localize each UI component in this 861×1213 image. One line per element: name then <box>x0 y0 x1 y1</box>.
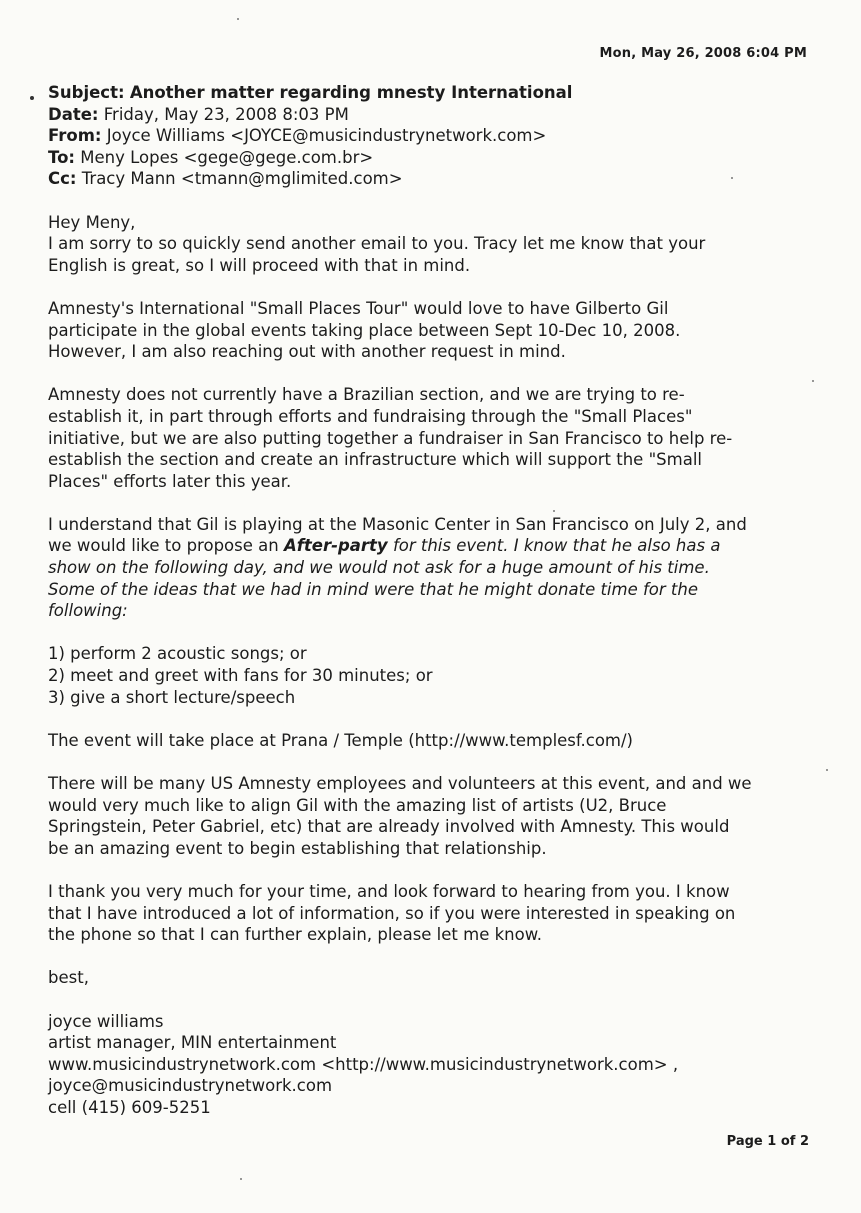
signature-name: joyce williams <box>48 1011 164 1031</box>
page-number: Page 1 of 2 <box>726 1134 809 1149</box>
signature-phone: cell (415) 609-5251 <box>48 1097 211 1117</box>
email-body <box>48 212 828 1119</box>
cc-value: Tracy Mann <tmann@mglimited.com> <box>81 169 403 189</box>
print-date: Mon, May 26, 2008 6:04 PM <box>599 46 807 61</box>
from-line <box>48 125 828 147</box>
subject-value: Another matter regarding mnesty International <box>129 83 573 102</box>
date-label: Date: <box>48 104 99 124</box>
paragraph-line: the phone so that I can further explain, please let me know. <box>48 925 542 945</box>
paragraph-line: Places" efforts later this year. <box>48 471 292 491</box>
paragraph-line: Springstein, Peter Gabriel, etc) that are already involved with Amnesty. This would <box>48 817 730 837</box>
cc-line <box>48 168 828 190</box>
text-span: we would like to propose an <box>48 536 284 556</box>
email-header <box>48 82 828 190</box>
paragraph-line: be an amazing event to begin establishing that relationship. <box>48 838 547 858</box>
paragraph-line: Amnesty's International "Small Places Tour" would love to have Gilberto Gil <box>48 298 669 318</box>
list-item: 3) give a short lecture/speech <box>48 687 296 707</box>
scan-speck <box>240 1178 242 1180</box>
paragraph-line: establish it, in part through efforts and fundraising through the "Small Places" <box>48 406 693 426</box>
to-label: To: <box>48 147 75 167</box>
email-content <box>48 82 828 1119</box>
signature-website: www.musicindustrynetwork.com <http://www.musicindustrynetwork.com> , <box>48 1054 679 1074</box>
paragraph-line: There will be many US Amnesty employees and volunteers at this event, and and we <box>48 774 752 793</box>
paragraph-line: Some of the ideas that we had in mind were that he might donate time for the <box>48 579 698 599</box>
after-party-emphasis: After-party <box>283 536 388 556</box>
to-value: Meny Lopes <gege@gege.com.br> <box>80 147 374 167</box>
signature-email: joyce@musicindustrynetwork.com <box>48 1076 333 1096</box>
paragraph-line: show on the following day, and we would not ask for a huge amount of his time. <box>48 558 710 578</box>
paragraph-line: However, I am also reaching out with another request in mind. <box>48 342 566 362</box>
greeting: Hey Meny, <box>48 212 136 232</box>
subject-label: Subject: <box>48 83 125 102</box>
paragraph-line: Amnesty does not currently have a Brazilian section, and we are trying to re- <box>48 385 685 405</box>
date-line <box>48 104 828 126</box>
paragraph-line: would very much like to align Gil with the amazing list of artists (U2, Bruce <box>48 795 667 815</box>
paragraph-line: I thank you very much for your time, and look forward to hearing from you. I know <box>48 881 730 901</box>
paragraph-line: I am sorry to so quickly send another email to you. Tracy let me know that your <box>48 234 706 254</box>
signature-title: artist manager, MIN entertainment <box>48 1033 337 1053</box>
scan-mark <box>30 96 34 100</box>
from-label: From: <box>48 126 102 146</box>
subject-line <box>48 82 828 104</box>
paragraph-line <box>48 535 828 557</box>
date-value: Friday, May 23, 2008 8:03 PM <box>103 104 349 124</box>
paragraph-line: The event will take place at Prana / Temple (http://www.templesf.com/) <box>48 730 633 750</box>
closing: best, <box>48 968 89 988</box>
to-line <box>48 147 828 169</box>
paragraph-line: that I have introduced a lot of information, so if you were interested in speaking on <box>48 903 736 923</box>
paragraph-line: participate in the global events taking place between Sept 10-Dec 10, 2008. <box>48 320 681 340</box>
text-span: for this event. I know that he also has a <box>387 536 721 556</box>
list-item: 1) perform 2 acoustic songs; or <box>48 644 307 664</box>
cc-label: Cc: <box>48 169 77 189</box>
paragraph-line: initiative, but we are also putting together a fundraiser in San Francisco to help re- <box>48 428 733 448</box>
paragraph-line: following: <box>48 601 128 621</box>
list-item: 2) meet and greet with fans for 30 minutes; or <box>48 666 433 686</box>
scan-speck <box>237 18 239 20</box>
paragraph-line: I understand that Gil is playing at the Masonic Center in San Francisco on July 2, and <box>48 514 747 534</box>
paragraph-line: establish the section and create an infrastructure which will support the "Small <box>48 450 702 470</box>
from-value: Joyce Williams <JOYCE@musicindustrynetwork.com> <box>106 126 547 146</box>
paragraph-line: English is great, so I will proceed with that in mind. <box>48 255 471 275</box>
